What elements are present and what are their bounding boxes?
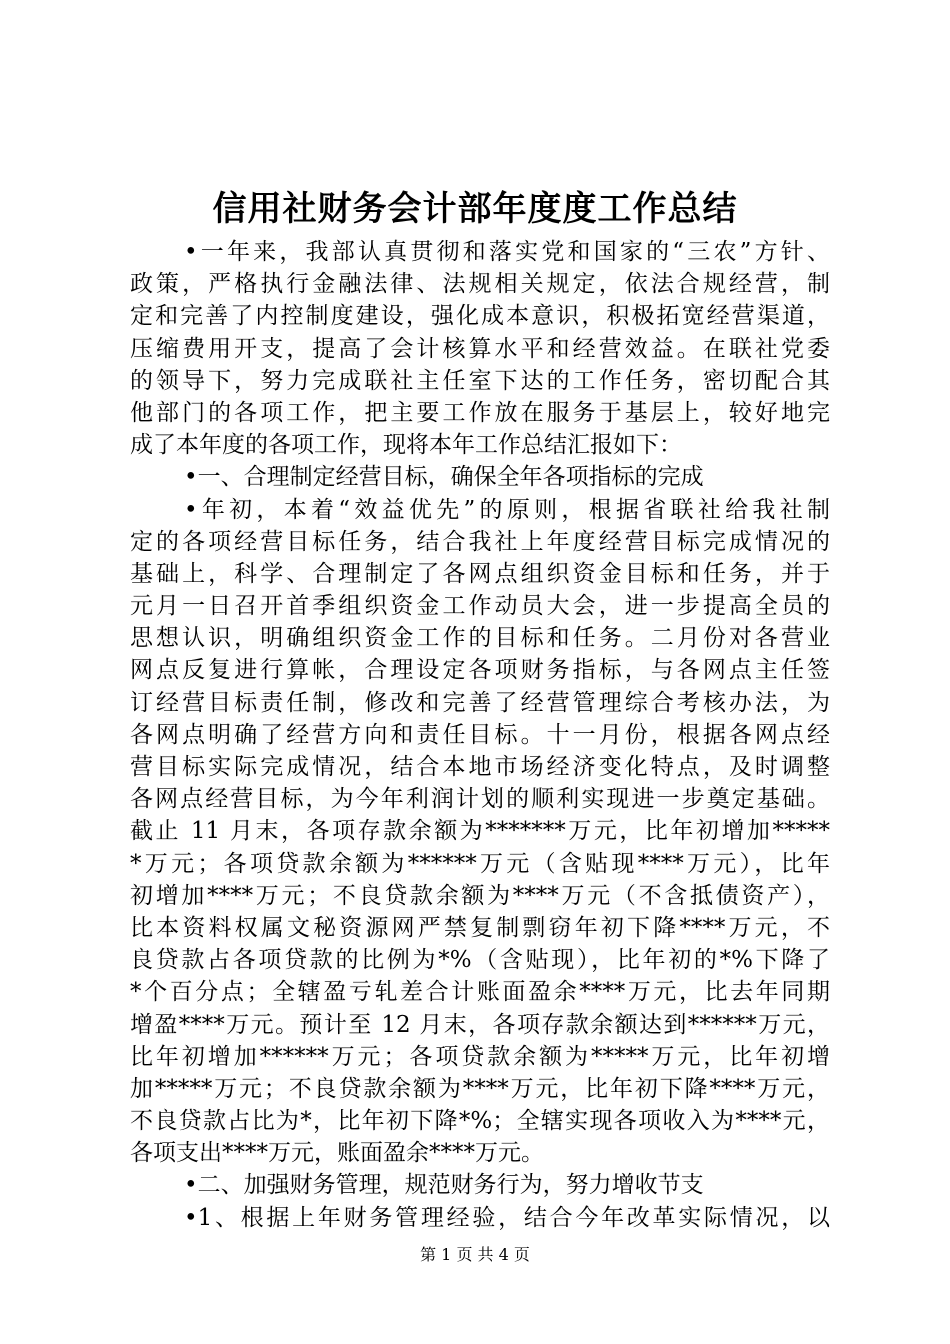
text-line: 定的各项经营目标任务，结合我社上年度经营目标完成情况的 (130, 528, 830, 555)
text-line: 各网点经营目标，为今年利润计划的顺利实现进一步奠定基础。 (130, 786, 830, 813)
text-line: •二、加强财务管理，规范财务行为，努力增收节支 (184, 1172, 704, 1199)
text-line: •一、合理制定经营目标，确保全年各项指标的完成 (184, 464, 704, 491)
document-body (130, 236, 830, 1234)
text-line: 元月一日召开首季组织资金工作动员大会，进一步提高全员的 (130, 593, 830, 620)
text-line: 订经营目标责任制，修改和完善了经营管理综合考核办法，为 (130, 689, 830, 716)
text-line: 各项支出****万元，账面盈余****万元。 (130, 1140, 544, 1167)
text-line: •年初，本着“效益优先”的原则，根据省联社给我社制 (184, 496, 830, 523)
text-line: *万元；各项贷款余额为******万元（含贴现****万元），比年 (130, 850, 830, 877)
text-line: 比年初增加******万元；各项贷款余额为*****万元，比年初增 (130, 1043, 830, 1070)
text-line: 定和完善了内控制度建设，强化成本意识，积极拓宽经营渠道， (130, 303, 830, 330)
text-line: 基础上，科学、合理制定了各网点组织资金目标和任务，并于 (130, 560, 830, 587)
text-line: 成了本年度的各项工作，现将本年工作总结汇报如下： (130, 432, 682, 459)
text-line: 初增加****万元；不良贷款余额为****万元（不含抵债资产）， (130, 882, 830, 909)
text-line: 思想认识，明确组织资金工作的目标和任务。二月份对各营业 (130, 625, 830, 652)
text-line: 良贷款占各项贷款的比例为*%（含贴现），比年初的*%下降了 (130, 947, 830, 974)
text-line: 各网点明确了经营方向和责任目标。十一月份，根据各网点经 (130, 721, 830, 748)
page-footer: 第 1 页 共 4 页 (420, 1245, 530, 1264)
text-line: 政策，严格执行金融法律、法规相关规定，依法合规经营，制 (130, 271, 830, 298)
text-line: 加*****万元；不良贷款余额为****万元，比年初下降****万元， (130, 1075, 830, 1102)
text-line: 增盈****万元。预计至 12 月末，各项存款余额达到******万元， (130, 1011, 830, 1038)
text-line: 营目标实际完成情况，结合本地市场经济变化特点，及时调整 (130, 754, 830, 780)
text-line: 压缩费用开支，提高了会计核算水平和经营效益。在联社党委 (130, 335, 830, 362)
text-line: 他部门的各项工作，把主要工作放在服务于基层上，较好地完 (130, 399, 830, 426)
text-line: 比本资料权属文秘资源网严禁复制剽窃年初下降****万元，不 (130, 914, 830, 941)
text-line: 的领导下，努力完成联社主任室下达的工作任务，密切配合其 (130, 367, 830, 394)
text-line: 截止 11 月末，各项存款余额为*******万元，比年初增加***** (130, 818, 830, 845)
text-line: 网点反复进行算帐，合理设定各项财务指标，与各网点主任签 (130, 657, 830, 684)
text-line: •一年来，我部认真贯彻和落实党和国家的“三农”方针、 (184, 239, 830, 265)
text-line: •1、根据上年财务管理经验，结合今年改革实际情况，以 (184, 1204, 830, 1231)
text-line: 不良贷款占比为*，比年初下降*%；全辖实现各项收入为****元， (130, 1108, 830, 1135)
document-title: 信用社财务会计部年度度工作总结 (212, 189, 738, 229)
text-line: *个百分点；全辖盈亏轧差合计账面盈余****万元，比去年同期 (130, 979, 830, 1006)
